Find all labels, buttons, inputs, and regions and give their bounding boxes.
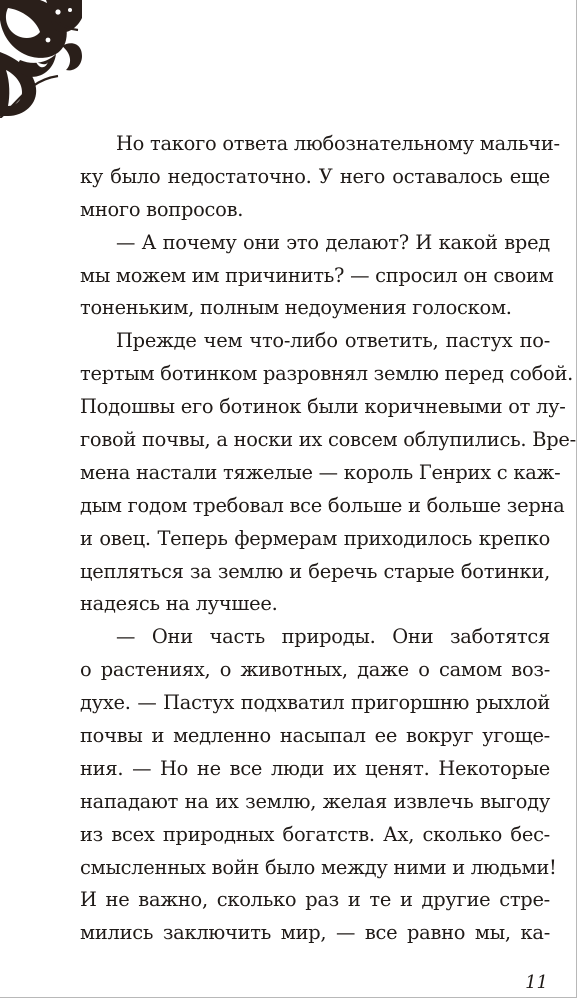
- floral-corner-ornament-icon: [0, 0, 82, 118]
- text-line: дым годом требовал все больше и больше зерна: [80, 493, 565, 517]
- text-line: говой почвы, а носки их совсем облупились. Вре-: [80, 428, 576, 452]
- text-line: — А почему они это делают? И какой вред: [116, 230, 550, 254]
- text-line: из всех природных богатств. Ах, сколько бес-: [80, 822, 550, 846]
- text-line: духе. — Пастух подхватил пригоршню рыхлой: [80, 691, 550, 715]
- text-line: почвы и медленно насыпал ее вокруг угоще-: [80, 724, 550, 748]
- text-line: мились заключить мир, — все равно мы, ка-: [80, 921, 550, 945]
- text-line: о растениях, о животных, даже о самом воз-: [80, 658, 550, 682]
- text-line: тоненьким, полным недоумения голоском.: [80, 296, 512, 320]
- text-line: нападают на их землю, желая извлечь выгоду: [80, 789, 550, 813]
- page-number: 11: [525, 972, 548, 993]
- text-line: Но такого ответа любознательному мальчи-: [116, 132, 560, 155]
- text-line: цепляться за землю и беречь старые ботинки,: [80, 559, 550, 583]
- text-line: мы можем им причинить? — спросил он своим: [80, 263, 554, 287]
- text-line: и овец. Теперь фермерам приходилось крепко: [80, 526, 550, 550]
- text-line: надеясь на лучшее.: [80, 592, 278, 616]
- text-line: ния. — Но не все люди их ценят. Некоторые: [80, 756, 550, 780]
- text-line: ку было недостаточно. У него оставалось еще: [80, 164, 550, 188]
- text-line: Прежде чем что-либо ответить, пастух по-: [116, 329, 550, 353]
- text-line: — Они часть природы. Они заботятся: [116, 625, 550, 649]
- body-text: [80, 128, 576, 950]
- text-line: тертым ботинком разровнял землю перед собой.: [80, 362, 574, 386]
- text-line: Подошвы его ботинок были коричневыми от лу-: [80, 395, 566, 419]
- text-line: И не важно, сколько раз и те и другие стре-: [80, 888, 550, 912]
- text-line: смысленных войн было между ними и людьми!: [80, 855, 557, 879]
- text-line: много вопросов.: [80, 197, 244, 221]
- text-line: мена настали тяжелые — король Генрих с каж-: [80, 460, 561, 484]
